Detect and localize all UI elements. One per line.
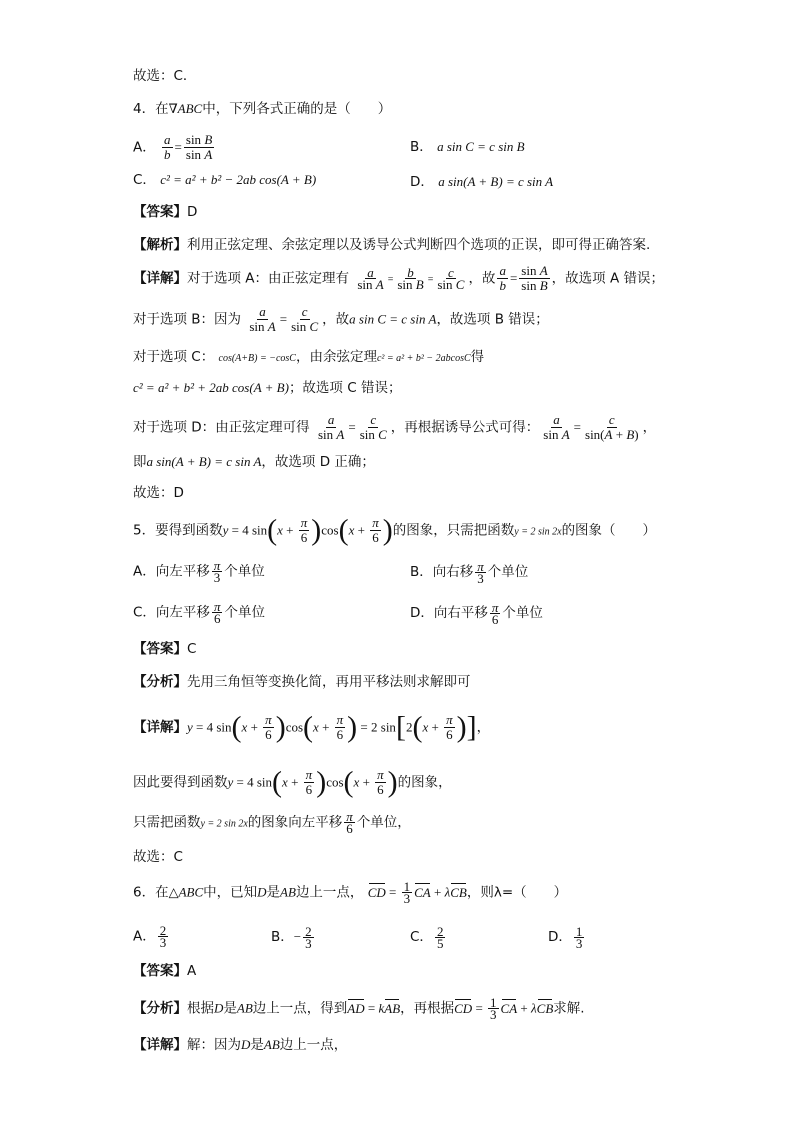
q6-detail-ab: AB [263,1037,280,1052]
q5-stem: 5．要得到函数y = 4 sin(x + $\frac{\pi}{6}$ )cos(x + $\frac{\pi}{6}$ )的图象，只需把函数y = 2 sin 2x的图象（ ） [133,513,657,547]
q4-option-c-label: C． [133,172,156,188]
q5-answer-tag: 【答案】 [133,641,187,657]
q4-stem [133,99,391,119]
q6-option-d-num: 1 [575,923,583,939]
q4-detail-b: 对于选项 B：因为 $\frac{a}{\text{sin A}}$ = $\frac{c}{\text{sin C}}$ ，故a sin C = c sin A，故选项 B 错误； [133,304,549,334]
q4-detail-d: 对于选项 D：由正弦定理可得 $\frac{a}{\text{sin A}}$ = $\frac{c}{\text{sin C}}$ ，再根据诱导公式可得： $\frac{a}{\text{sin A}}$ = $\frac{c}{\sin(A + B)}$ ， [133,412,657,442]
q5-detail-line3-text2: 的图象向左平移 [247,814,343,831]
q6-option-d [548,925,586,949]
q4-detail-b-text1: 对于选项 B：因为 [133,311,242,328]
q4-detail-c-expr2: c² = a² + b² − 2abcosC [376,353,471,364]
q6-triangle: △ABC [168,884,204,900]
q5-detail-tag: 【详解】 [133,719,187,736]
sine-law-frac-a: $\frac{a}{\text{sin A}}$ [357,265,384,292]
q4-detail-d-text3: ， [642,419,657,436]
q4-detail-tag: 【详解】 [133,270,187,287]
q6-option-c-num: 2 [436,923,444,939]
q6-option-b-num: 2 [305,923,312,939]
q4-detail-d-expr: a sin(A + B) = c sin A [146,454,262,469]
q6-stem-text5: ，则λ=（ ） [466,884,568,901]
q5-detail-line3-text3: 个单位， [356,814,411,831]
q4-option-a: A． $\frac{a}{b}$ = $\frac{\text{sin B}}{\text{sin A}}$ [133,132,213,162]
q6-stem-text4: 边上一点， [295,884,364,901]
q6-option-a-label: A． [133,928,156,945]
q6-option-c-label: C． [410,929,433,945]
q5-detail-line3: 只需把函数y = 2 sin 2x的图象向左平移 $\frac{\pi}{6}$ 个单位， [133,809,411,836]
q5-option-c: C．向左平移 $\frac{\pi}{6}$ 个单位 [133,599,265,626]
q4-detail-d-text4: 即 [133,454,147,470]
q6-option-b-sign: − [293,929,302,944]
q4-detail-d-text1: 对于选项 D：由正弦定理可得 [133,419,310,436]
q4-detail-d-lhs: $\frac{a}{\text{sin A}}$ [317,412,345,442]
q5-detail-line3-fn: y = 2 sin 2x [200,818,248,830]
q6-detail-point-d: D [241,1037,251,1052]
q5-stem-text2: 的图象，只需把函数 [392,522,515,539]
q6-analysis-text2: 是 [223,1000,237,1017]
q5-detail-line2-text2: 的图象， [397,774,452,791]
q5-detail: 【详解】y = 4 sin(x + $\frac{\pi}{6}$ )cos(x + $\frac{\pi}{6}$ ) = 2 sin[2(x + $\frac{\pi}{6}$ )]， [133,710,491,744]
q5-answer [133,639,196,659]
q6-analysis-text1: 根据 [187,1000,214,1017]
q4-detail-d-text5: ，故选项 D 正确； [261,454,375,470]
q4-analysis-tag: 【解析】 [133,237,187,253]
q5-stem-text1: 5．要得到函数 [133,522,223,539]
q4-detail-b-text3: ，故选项 B 错误； [436,311,549,328]
q6-option-b-label: B． [271,929,294,945]
q4-detail-a-text2: ，故 [468,270,496,287]
q5-analysis-tag: 【分析】 [133,674,187,690]
q4-detail-b-expr: a sin C = c sin A [349,311,437,327]
q4-option-d-expr: a sin(A + B) = c sin A [438,174,554,189]
q5-option-b-unit: 个单位 [487,564,529,580]
q5-option-a-text: A．向左平移 [133,563,210,580]
q4-detail-d-rhs: $\frac{c}{\text{sin C}}$ [359,412,387,442]
q4-answer-value: D [187,204,198,220]
q4-answer-tag: 【答案】 [133,204,187,220]
q6-answer-value: A [187,963,197,979]
q4-option-c [133,170,316,190]
q4-detail-a-text1: 对于选项 A：由正弦定理有 [187,270,350,287]
q5-stem-text3: 的图象（ ） [561,522,657,539]
q6-option-c-den: 5 [436,935,444,951]
q6-option-a [133,925,170,948]
q4-option-d [410,170,553,190]
q4-triangle: ∇ABC [168,101,203,116]
q6-analysis: 【分析】根据D是AB边上一点，得到AD = kAB，再根据CD = $\frac{1}{3}$ CA + λCB求解. [133,995,585,1022]
q4-detail-c-text2: ，由余弦定理 [295,349,377,365]
q6-stem-text1: 6．在 [133,884,169,901]
q6-detail-tag: 【详解】 [133,1037,187,1053]
q4-detail-c-expr1: cos(A+B) = −cosC [218,353,296,364]
q4-option-b-label: B． [410,139,433,155]
q4-detail-d-cont [133,452,375,472]
q6-option-d-den: 3 [575,935,583,951]
q4-final: 故选：D [133,485,184,501]
q6-point-d: D [257,884,267,900]
q4-option-a-label: A． [133,139,156,156]
q4-stem-prefix: 4．在 [133,101,169,117]
q6-analysis-text5: 求解. [553,1000,585,1017]
q6-option-c [410,925,447,949]
q6-stem-text3: 是 [266,884,281,901]
sine-law-frac-c: $\frac{c}{\text{sin C}}$ [437,265,465,292]
q5-source-function: y = 2 sin 2x [514,526,562,538]
q6-detail-text1: 解：因为 [187,1037,241,1053]
q4-detail-d-text2: ，再根据诱导公式可得： [390,419,540,436]
q6-stem-text2: 中，已知 [203,884,258,901]
q4-detail-a-lhs: $\frac{a}{b}$ [499,263,506,293]
q4-option-d-label: D． [410,174,434,190]
q4-detail-a-rhs: $\frac{\text{sin A}}{\text{sin B}}$ [521,263,548,293]
q5-detail-line3-text1: 只需把函数 [133,814,201,831]
q4-option-a-rhs: $\frac{\text{sin B}}{\text{sin A}}$ [185,132,213,162]
q5-target-function: y [222,522,229,538]
q6-answer-tag: 【答案】 [133,963,187,979]
q5-option-c-text: C．向左平移 [133,604,210,621]
q4-detail-c-text3: 得 [470,349,485,365]
q5-option-a: A．向左平移 $\frac{\pi}{3}$ 个单位 [133,558,265,585]
q4-detail-b-text2: ，故 [322,311,350,328]
q6-option-b [271,925,316,949]
q4-detail-c [133,347,484,369]
q5-option-c-unit: 个单位 [224,604,265,621]
q4-detail-d-lhs2: $\frac{a}{\text{sin A}}$ [543,412,570,442]
q4-analysis [133,235,650,255]
q4-option-b-expr: a sin C = c sin B [437,139,525,154]
q5-option-b-text: B．向右移 [410,564,474,580]
q6-option-a-num: 2 [159,923,167,938]
q4-detail-c-text4: ；故选项 C 错误； [288,380,402,396]
q5-analysis-text: 先用三角恒等变换化简，再用平移法则求解即可 [187,674,471,690]
q5-final: 故选：C [133,849,183,865]
q4-detail-a: 【详解】对于选项 A：由正弦定理有 $\frac{a}{\text{sin A}}$ = $\frac{b}{\text{sin B}}$ = $\frac{c}{\text{sin C}}$ ，故 $\frac{a}{b}$ = $\frac{\text{sin A}}{\text{sin B}}$ ，故选项 A 错误； [133,263,664,293]
q6-analysis-tag: 【分析】 [133,1000,187,1017]
q6-segment-ab: AB [280,884,296,900]
q4-option-a-lhs: $\frac{a}{b}$ [164,132,171,162]
q6-detail-text2: 是 [250,1037,264,1053]
q6-analysis-text3: 边上一点，得到 [252,1000,348,1017]
q4-analysis-text: 利用正弦定理、余弦定理以及诱导公式判断四个选项的正误，即可得正确答案. [187,237,651,253]
q4-detail-a-text3: ，故选项 A 错误； [551,270,664,287]
q6-option-a-den: 3 [159,935,167,950]
q5-analysis [133,672,471,692]
q4-option-b [410,135,525,155]
q4-answer [133,202,197,222]
q5-option-d-text: D．向右平移 [410,605,488,621]
q5-option-d: D．向右平移 $\frac{\pi}{6}$ 个单位 [410,599,543,627]
q6-detail [133,1035,347,1055]
q6-detail-text3: 边上一点， [279,1037,348,1053]
q4-stem-suffix: 中，下列各式正确的是（ ） [202,101,392,117]
q6-analysis-point-d: D [214,1000,224,1016]
q5-answer-value: C [187,641,197,657]
q6-option-b-den: 3 [305,935,312,951]
q6-analysis-text4: ，再根据 [400,1000,455,1017]
q4-detail-c-text1: 对于选项 C： [133,349,215,365]
q5-option-d-unit: 个单位 [502,605,543,621]
q6-stem: 6．在△ABC中，已知D是AB边上一点， CD = $\frac{1}{3}$ CA + λCB，则λ=（ ） [133,879,568,906]
q4-detail-c-cont [133,378,401,398]
q4-detail-b-lhs: $\frac{a}{\text{sin A}}$ [249,304,276,334]
q4-detail-d-rhs2: $\frac{c}{\sin(A + B)}$ [585,412,639,442]
q5-option-b: B．向右移 $\frac{\pi}{3}$ 个单位 [410,558,529,586]
q6-answer [133,961,196,981]
q4-detail-c-expr3: c² = a² + b² + 2ab cos(A + B) [133,380,289,395]
q5-detail-line2-text1: 因此要得到函数 [133,774,228,791]
q6-vector-cd: CD [368,883,386,903]
q4-detail-b-rhs: $\frac{c}{\text{sin C}}$ [291,304,319,334]
q3-final-choice: 故选：C． [133,68,197,84]
sine-law-frac-b: $\frac{b}{\text{sin B}}$ [397,265,424,292]
q6-analysis-ab: AB [236,1000,253,1016]
q5-option-a-unit: 个单位 [224,563,265,580]
q6-option-d-label: D． [548,929,572,945]
q4-option-c-expr: c² = a² + b² − 2ab cos(A + B) [160,172,317,187]
q5-detail-line2: 因此要得到函数y = 4 sin(x + $\frac{\pi}{6}$ )cos(x + $\frac{\pi}{6}$ )的图象， [133,765,452,799]
